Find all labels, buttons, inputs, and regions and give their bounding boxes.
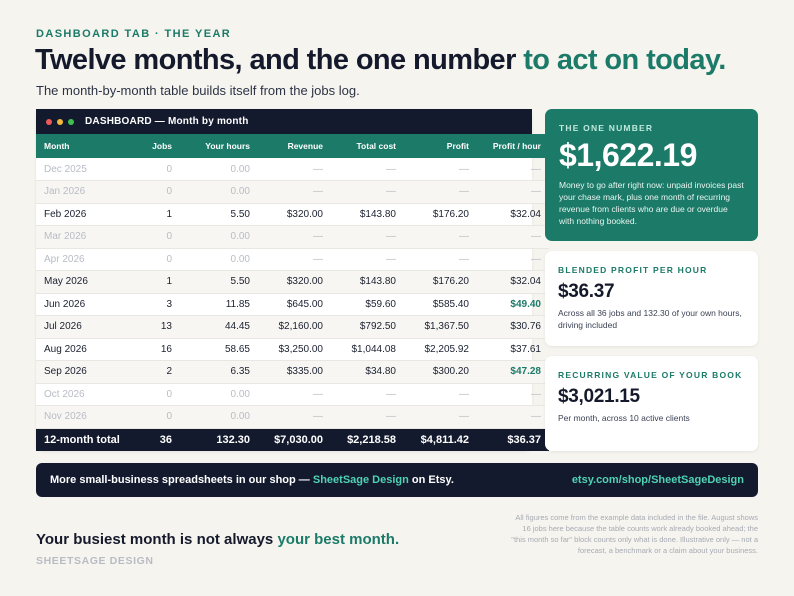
- cell-cost: —: [331, 406, 404, 429]
- cell-hours: 5.50: [180, 271, 258, 294]
- maximize-dot-icon[interactable]: [68, 119, 74, 125]
- cell-jobs: 16: [134, 338, 180, 361]
- blended-profit-label: BLENDED PROFIT PER HOUR: [558, 265, 708, 275]
- col-header-hours[interactable]: Your hours: [180, 134, 258, 158]
- cell-month: Apr 2026: [36, 248, 134, 271]
- cell-profit: —: [404, 383, 477, 406]
- cell-profit-per-hour: $32.04: [477, 271, 549, 294]
- cell-revenue: —: [258, 406, 331, 429]
- cell-revenue: —: [258, 158, 331, 181]
- cell-cost: —: [331, 226, 404, 249]
- cell-hours: 6.35: [180, 361, 258, 384]
- one-number-card: [545, 109, 758, 241]
- total-cost: $2,218.58: [331, 428, 404, 451]
- cell-hours: 5.50: [180, 203, 258, 226]
- col-header-revenue[interactable]: Revenue: [258, 134, 331, 158]
- month-table: [36, 134, 549, 451]
- total-profit-per-hour: $36.37: [477, 428, 549, 451]
- cell-month: Dec 2025: [36, 158, 134, 181]
- blended-profit-desc: Across all 36 jobs and 132.30 of your own hours, driving included: [558, 308, 742, 330]
- recurring-value-card: [545, 356, 758, 451]
- headline-main: Twelve months, and the one number: [35, 44, 524, 76]
- table-row[interactable]: [36, 248, 549, 271]
- cell-jobs: 3: [134, 293, 180, 316]
- table-row[interactable]: [36, 226, 549, 249]
- table-row[interactable]: [36, 203, 549, 226]
- cell-profit: —: [404, 181, 477, 204]
- cell-hours: 0.00: [180, 406, 258, 429]
- cell-cost: $143.80: [331, 203, 404, 226]
- cell-cost: $1,044.08: [331, 338, 404, 361]
- cell-profit: $176.20: [404, 203, 477, 226]
- cell-profit-per-hour: —: [477, 406, 549, 429]
- cell-cost: —: [331, 158, 404, 181]
- cell-hours: 44.45: [180, 316, 258, 339]
- cell-profit-per-hour: —: [477, 158, 549, 181]
- cell-month: Jul 2026: [36, 316, 134, 339]
- cell-profit: —: [404, 226, 477, 249]
- cell-revenue: $335.00: [258, 361, 331, 384]
- cell-hours: 11.85: [180, 293, 258, 316]
- cell-jobs: 0: [134, 406, 180, 429]
- eyebrow: DASHBOARD TAB · THE YEAR: [36, 28, 232, 40]
- cell-revenue: $3,250.00: [258, 338, 331, 361]
- blended-profit-card: [545, 251, 758, 346]
- recurring-value-desc: Per month, across 10 active clients: [558, 413, 690, 423]
- cell-revenue: $320.00: [258, 203, 331, 226]
- tagline-accent: your best month.: [277, 531, 400, 548]
- window-titlebar: [36, 109, 532, 134]
- cell-profit: —: [404, 158, 477, 181]
- cell-cost: —: [331, 383, 404, 406]
- shop-url-link[interactable]: etsy.com/shop/SheetSageDesign: [571, 474, 744, 486]
- cell-hours: 58.65: [180, 338, 258, 361]
- window-title: DASHBOARD — Month by month: [85, 116, 249, 127]
- col-header-month[interactable]: Month: [36, 134, 134, 158]
- banner-text: [50, 474, 454, 486]
- table-row[interactable]: [36, 158, 549, 181]
- cell-hours: 0.00: [180, 383, 258, 406]
- cell-profit-per-hour: $47.28: [477, 361, 549, 384]
- close-dot-icon[interactable]: [46, 119, 52, 125]
- cell-hours: 0.00: [180, 248, 258, 271]
- recurring-value-value: $3,021.15: [558, 386, 640, 407]
- cell-jobs: 2: [134, 361, 180, 384]
- total-jobs: 36: [134, 428, 180, 451]
- cell-profit-per-hour: —: [477, 226, 549, 249]
- cell-hours: 0.00: [180, 181, 258, 204]
- total-revenue: $7,030.00: [258, 428, 331, 451]
- cell-cost: —: [331, 181, 404, 204]
- cell-jobs: 1: [134, 203, 180, 226]
- col-header-profit-per-hour[interactable]: Profit / hour: [477, 134, 549, 158]
- table-row[interactable]: [36, 271, 549, 294]
- col-header-cost[interactable]: Total cost: [331, 134, 404, 158]
- cell-jobs: 13: [134, 316, 180, 339]
- table-row[interactable]: [36, 338, 549, 361]
- one-number-label: THE ONE NUMBER: [559, 123, 654, 133]
- cell-month: Mar 2026: [36, 226, 134, 249]
- col-header-profit[interactable]: Profit: [404, 134, 477, 158]
- cell-cost: $792.50: [331, 316, 404, 339]
- footnote: All figures come from the example data included in the file. August shows 16 jobs here because the table counts work already booked ahead; the "this month so far" block counts only what is done. Illustrative only — not a forecast, a benchmark or a claim about your business.: [511, 513, 758, 555]
- cell-profit: $176.20: [404, 271, 477, 294]
- cell-profit: —: [404, 406, 477, 429]
- cell-month: Jan 2026: [36, 181, 134, 204]
- cell-jobs: 0: [134, 248, 180, 271]
- cell-profit: —: [404, 248, 477, 271]
- cell-profit-per-hour: $49.40: [477, 293, 549, 316]
- table-row[interactable]: [36, 361, 549, 384]
- cell-hours: 0.00: [180, 158, 258, 181]
- recurring-value-label: RECURRING VALUE OF YOUR BOOK: [558, 370, 743, 380]
- cell-month: May 2026: [36, 271, 134, 294]
- month-table-card: [36, 109, 541, 451]
- banner-text-main: More small-business spreadsheets in our shop —: [50, 474, 313, 486]
- cell-jobs: 0: [134, 226, 180, 249]
- cell-revenue: —: [258, 226, 331, 249]
- cell-profit: $585.40: [404, 293, 477, 316]
- shop-banner: [36, 463, 758, 497]
- cell-cost: —: [331, 248, 404, 271]
- total-profit: $4,811.42: [404, 428, 477, 451]
- table-total-row: [36, 428, 549, 451]
- cell-profit-per-hour: —: [477, 383, 549, 406]
- table-row[interactable]: [36, 181, 549, 204]
- cell-cost: $59.60: [331, 293, 404, 316]
- cell-profit-per-hour: $32.04: [477, 203, 549, 226]
- one-number-desc: Money to go after right now: unpaid invoices past your chase mark, plus one month of recurring revenue from clients who are due or overdue with nothing booked.: [559, 180, 744, 226]
- cell-profit-per-hour: —: [477, 181, 549, 204]
- table-header-row: [36, 134, 549, 158]
- cell-profit: $1,367.50: [404, 316, 477, 339]
- table-row[interactable]: [36, 293, 549, 316]
- cell-jobs: 0: [134, 383, 180, 406]
- cell-revenue: —: [258, 248, 331, 271]
- cell-month: Jun 2026: [36, 293, 134, 316]
- cell-jobs: 0: [134, 181, 180, 204]
- cell-revenue: $645.00: [258, 293, 331, 316]
- minimize-dot-icon[interactable]: [57, 119, 63, 125]
- one-number-value: $1,622.19: [559, 137, 697, 173]
- total-label: 12-month total: [36, 428, 134, 451]
- banner-text-tail: on Etsy.: [408, 474, 454, 486]
- cell-jobs: 0: [134, 158, 180, 181]
- table-row[interactable]: [36, 406, 549, 429]
- brand-name: SHEETSAGE DESIGN: [36, 555, 154, 567]
- headline-accent: to act on today.: [523, 44, 726, 76]
- tagline-main: Your busiest month is not always: [36, 531, 278, 548]
- page-title: [35, 44, 726, 77]
- cell-hours: 0.00: [180, 226, 258, 249]
- cell-profit-per-hour: $30.76: [477, 316, 549, 339]
- cell-profit: $2,205.92: [404, 338, 477, 361]
- cell-cost: $143.80: [331, 271, 404, 294]
- cell-revenue: —: [258, 383, 331, 406]
- cell-profit: $300.20: [404, 361, 477, 384]
- cell-month: Nov 2026: [36, 406, 134, 429]
- blended-profit-value: $36.37: [558, 281, 615, 302]
- cell-revenue: $2,160.00: [258, 316, 331, 339]
- cell-profit-per-hour: $37.61: [477, 338, 549, 361]
- cell-revenue: —: [258, 181, 331, 204]
- cell-month: Aug 2026: [36, 338, 134, 361]
- table-row[interactable]: [36, 383, 549, 406]
- cell-revenue: $320.00: [258, 271, 331, 294]
- total-hours: 132.30: [180, 428, 258, 451]
- tagline: [36, 531, 399, 548]
- shop-name-link[interactable]: SheetSage Design: [312, 474, 409, 486]
- cell-profit-per-hour: —: [477, 248, 549, 271]
- table-row[interactable]: [36, 316, 549, 339]
- page-subtitle: The month-by-month table builds itself from the jobs log.: [36, 83, 360, 98]
- cell-cost: $34.80: [331, 361, 404, 384]
- cell-jobs: 1: [134, 271, 180, 294]
- cell-month: Feb 2026: [36, 203, 134, 226]
- cell-month: Oct 2026: [36, 383, 134, 406]
- cell-month: Sep 2026: [36, 361, 134, 384]
- col-header-jobs[interactable]: Jobs: [134, 134, 180, 158]
